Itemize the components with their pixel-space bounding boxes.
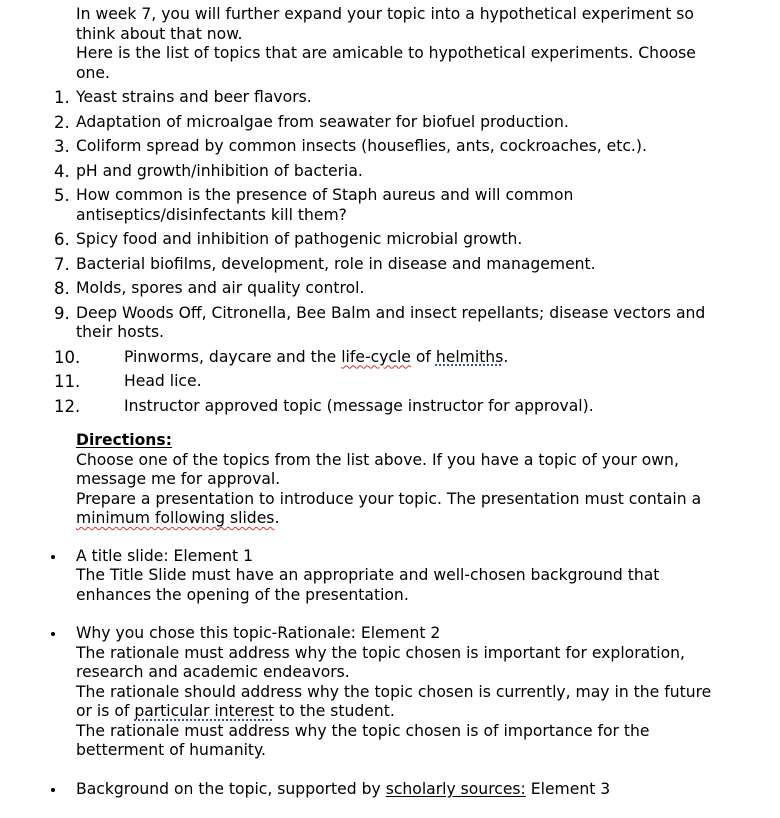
list-number: 1. [54, 88, 70, 107]
list-number: 12. [54, 396, 81, 416]
text-run: Element 3 [525, 779, 611, 798]
element-2-title: Why you chose this topic-Rationale: Element 2 [76, 624, 441, 642]
text-run: of [410, 347, 436, 366]
scholarly-sources-link[interactable]: scholarly sources: [385, 779, 526, 798]
grammar-flagged-phrase[interactable]: particular interest [134, 702, 275, 720]
text-run: Background on the topic, supported by [76, 779, 386, 798]
list-item-text: How common is the presence of Staph aureus and will common antiseptics/disinfectants kill them? [76, 186, 574, 224]
element-2-body-3: The rationale must address why the topic chosen is of importance for the betterment of humanity. [76, 721, 650, 759]
bullet-icon [51, 788, 55, 792]
text-run: The rationale should address why the topic chosen is currently, may in the future or is of [76, 682, 712, 720]
list-item-text: Bacterial biofilms, development, role in disease and management. [76, 254, 596, 273]
list-item [0, 255, 716, 275]
list-item [0, 348, 716, 368]
bullet-icon [51, 632, 55, 636]
spellcheck-flagged-word[interactable]: helmiths [435, 347, 504, 366]
text-run: Prepare a presentation to introduce your topic. The presentation must contain a [76, 489, 702, 508]
directions-heading: Directions: [76, 431, 172, 449]
document-page [0, 5, 780, 818]
directions-paragraph-1: Choose one of the topics from the list above. If you have a topic of your own, message me for approval. [76, 450, 679, 488]
element-1-title: A title slide: Element 1 [76, 546, 253, 565]
list-item [0, 230, 716, 250]
intro-paragraph [76, 5, 716, 83]
list-item [0, 304, 716, 343]
directions-paragraph-2 [76, 490, 716, 529]
text-run: . [274, 509, 280, 527]
list-item-text: pH and growth/inhibition of bacteria. [76, 161, 363, 180]
list-item-text: Spicy food and inhibition of pathogenic microbial growth. [76, 230, 523, 248]
list-item [0, 88, 716, 108]
text-run: to the student. [274, 702, 395, 720]
text-run: Pinworms, daycare and the [124, 347, 342, 366]
list-number: 4. [54, 161, 70, 181]
text-run: . [503, 347, 509, 366]
list-number: 11. [54, 372, 81, 391]
list-item [0, 186, 716, 225]
list-item [0, 624, 716, 761]
list-item-text: Head lice. [124, 372, 202, 390]
intro-line-2: Here is the list of topics that are amicable to hypothetical experiments. Choose one. [76, 44, 696, 82]
bullet-icon [51, 555, 55, 559]
list-item [0, 162, 716, 182]
list-item-text [76, 348, 716, 368]
list-number: 8. [54, 279, 70, 298]
list-item [0, 113, 716, 133]
intro-line-1: In week 7, you will further expand your topic into a hypothetical experiment so think about that now. [76, 5, 694, 43]
list-item-text: Instructor approved topic (message instructor for approval). [124, 396, 594, 415]
list-number: 3. [54, 137, 70, 156]
list-number: 5. [54, 186, 70, 205]
grammar-flagged-phrase[interactable]: minimum following slides [76, 509, 275, 527]
directions-section [76, 431, 716, 529]
list-item [0, 547, 716, 606]
list-number: 9. [54, 303, 70, 323]
element-2-body-2 [76, 683, 716, 722]
list-item-text: Deep Woods Off, Citronella, Bee Balm and insect repellants; disease vectors and their hosts. [76, 303, 706, 341]
elements-list [0, 547, 780, 800]
list-number: 10. [54, 347, 81, 367]
list-item [0, 137, 716, 157]
list-item-text: Coliform spread by common insects (houseflies, ants, cockroaches, etc.). [76, 137, 647, 155]
element-1-body: The Title Slide must have an appropriate and well-chosen background that enhances the opening of the presentation. [76, 566, 660, 604]
element-3-title [76, 780, 716, 800]
list-item [0, 780, 716, 800]
list-number: 6. [54, 230, 70, 249]
list-item [0, 279, 716, 299]
spellcheck-flagged-word[interactable]: life-cycle [341, 347, 411, 366]
list-item-text: Molds, spores and air quality control. [76, 279, 365, 297]
element-2-body-1: The rationale must address why the topic chosen is important for exploration, research and academic endeavors. [76, 643, 685, 681]
list-item [0, 372, 716, 392]
list-number: 2. [54, 112, 70, 132]
list-number: 7. [54, 254, 70, 274]
topic-list [0, 88, 780, 416]
list-item-text: Yeast strains and beer flavors. [76, 88, 312, 106]
list-item [0, 397, 716, 417]
list-item-text: Adaptation of microalgae from seawater for biofuel production. [76, 112, 569, 131]
